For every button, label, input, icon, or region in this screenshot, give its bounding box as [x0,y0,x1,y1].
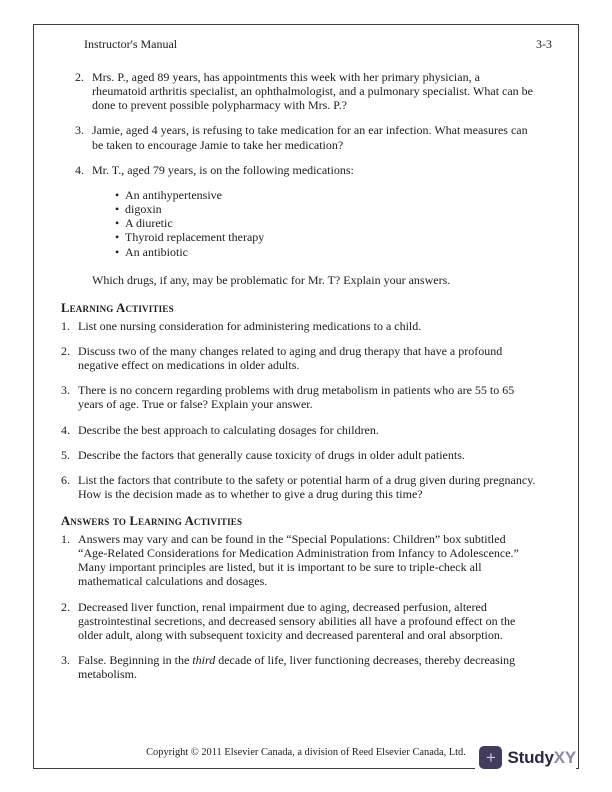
logo-study-text: Study [507,747,554,767]
item-number: 5. [61,447,70,462]
copyright-footer: Copyright © 2011 Elsevier Canada, a division of Reed Elsevier Canada, Ltd. [146,747,466,758]
answer-item-1 [61,532,537,589]
medication-item [115,202,537,216]
medication-list [115,188,537,259]
logo-wordmark [507,748,576,768]
item-number: 1. [61,318,70,333]
item-text [78,653,537,681]
question-number: 3. [75,123,84,138]
answer-item-2 [61,600,537,642]
item-number: 2. [61,599,70,614]
page-header [84,37,552,52]
logo-xy-text: XY [553,747,576,767]
page-number: 3-3 [536,37,552,51]
bullet-icon: • [115,230,120,245]
item-text: List one nursing consideration for administering medications to a child. [78,318,422,333]
item-text: Describe the best approach to calculating dosages for children. [78,422,379,437]
item-number: 4. [61,422,70,437]
answer3-post: decade of life, liver functioning decreases, thereby decreasing metabolism. [78,653,516,682]
item-number: 3. [61,383,70,398]
medication-item [115,216,537,230]
studyxy-logo [475,746,576,769]
learning-item-5 [61,448,537,462]
learning-item-6 [61,473,537,501]
question-number: 4. [75,162,84,177]
item-text: Discuss two of the many changes related to aging and drug therapy that have a profound negative effect on medications in older adults. [78,343,503,373]
item-text: List the factors that contribute to the safety or potential harm of a drug given during pregnancy. How is the decision made as to whether to give a drug during this time? [78,472,536,501]
answer3-italic-word: third [192,653,216,668]
question-text: Mrs. P., aged 89 years, has appointments this week with her primary physician, a rheumatoid arthritis specialist, an ophthalmologist, and a pulmonary specialist. What can be done to prevent possible polypharmacy with Mrs. P.? [92,70,533,113]
item-text: Describe the factors that generally cause toxicity of drugs in older adult patients. [78,447,465,462]
answer3-pre: False. Beginning in the [78,653,193,668]
learning-item-4 [61,423,537,437]
question4-followup: Which drugs, if any, may be problematic for Mr. T? Explain your answers. [92,272,451,287]
discussion-question-4 [75,163,537,177]
item-text: Answers may vary and can be found in the “Special Populations: Children” box subtitled “Age-Related Considerations for Medication Administration from Infancy to Adolescence.” Many important principles are listed, but it is important to be sure to triple-check all mathematical calculations and dosages. [78,532,519,589]
medication-text: Thyroid replacement therapy [125,230,265,245]
question-text: Jamie, aged 4 years, is refusing to take medication for an ear infection. What measures can be taken to encourage Jamie to take her medication? [92,123,528,152]
item-number: 1. [61,532,70,546]
learning-item-2 [61,344,537,372]
page-content [61,70,537,692]
medication-text: A diuretic [125,216,173,231]
bullet-icon: • [115,216,120,231]
answer-item-3 [61,653,537,681]
plus-icon: + [479,746,502,769]
learning-activities-heading: Learning Activities [61,300,174,315]
item-text: Decreased liver function, renal impairment due to aging, decreased perfusion, altered gastrointestinal secretions, and decreased sensory abilities all have a profound effect on the older adult, along with subsequent toxicity and decreased parenteral and oral absorption. [78,599,516,642]
bullet-icon: • [115,187,120,202]
medication-text: An antibiotic [125,244,188,259]
question-text: Mr. T., aged 79 years, is on the following medications: [92,162,354,177]
medication-item [115,230,537,244]
learning-item-3 [61,383,537,411]
medication-text: digoxin [125,202,162,217]
medication-item [115,245,537,259]
header-title: Instructor's Manual [84,37,178,51]
item-number: 6. [61,472,70,487]
discussion-question-3 [75,123,537,151]
medication-text: An antihypertensive [125,187,222,202]
bullet-icon: • [115,244,120,259]
item-text: There is no concern regarding problems with drug metabolism in patients who are 55 to 65 years of age. True or false? Explain your answer. [78,383,515,412]
answers-heading: Answers to Learning Activities [61,514,243,529]
item-number: 3. [61,653,70,668]
question-number: 2. [75,70,84,84]
bullet-icon: • [115,202,120,217]
discussion-question-2 [75,70,537,112]
learning-item-1 [61,319,537,333]
item-number: 2. [61,343,70,358]
medication-item [115,188,537,202]
